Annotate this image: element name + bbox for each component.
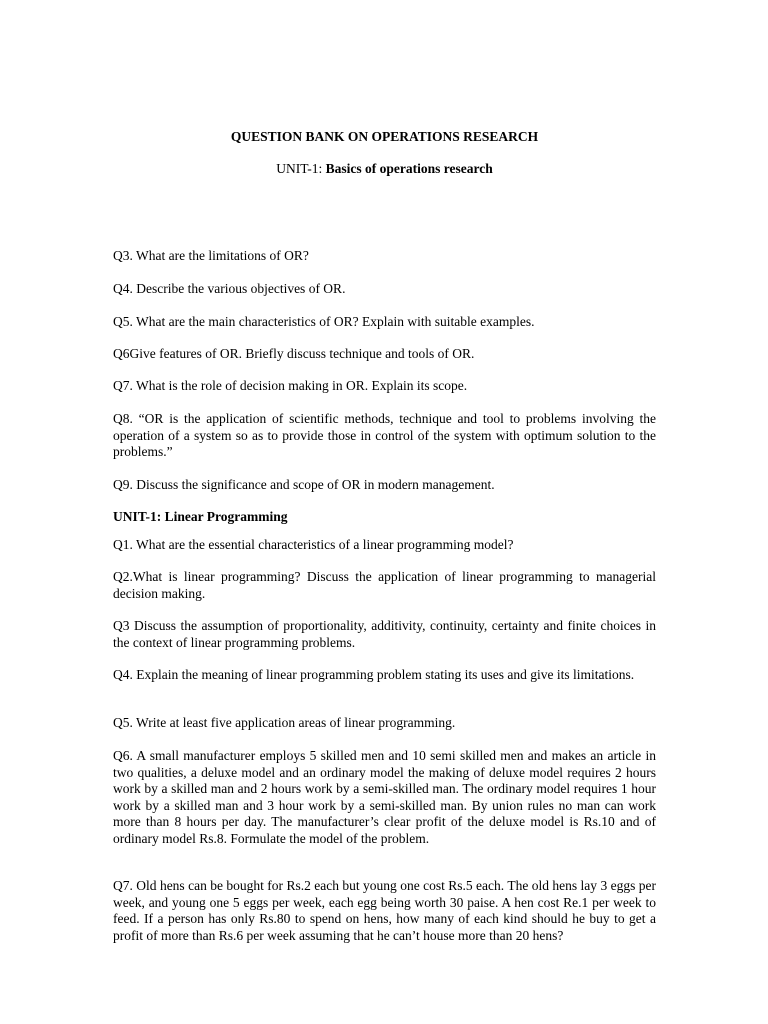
unit-name: Basics of operations research xyxy=(325,161,493,176)
question-item: Q3. What are the limitations of OR? xyxy=(113,248,309,263)
document-page xyxy=(113,0,656,1024)
question-item: Q8. “OR is the application of scientific methods, technique and tool to problems involving the operation of a system so as to provide those in control of the system with optimum solution to the problems.” xyxy=(113,411,656,459)
question-item: Q1. What are the essential characteristics of a linear programming model? xyxy=(113,537,514,552)
question-item: Q7. What is the role of decision making in OR. Explain its scope. xyxy=(113,378,468,393)
question-item: Q6Give features of OR. Briefly discuss technique and tools of OR. xyxy=(113,346,475,361)
question-item: Q7. Old hens can be bought for Rs.2 each but young one cost Rs.5 each. The old hens lay 3 eggs per week, and young one 5 eggs per week, each egg being worth 30 paise. A hen cost Re.1 per week to feed. If a person has only Rs.80 to spend on hens, how many of each kind should he buy to get a profit of more than Rs.6 per week assuming that he can’t house more than 20 hens? xyxy=(113,878,656,943)
question-item: Q3 Discuss the assumption of proportionality, additivity, continuity, certainty and finite choices in the context of linear programming problems. xyxy=(113,618,656,650)
unit-subtitle xyxy=(113,161,656,178)
section-heading: UNIT-1: Linear Programming xyxy=(113,509,288,524)
question-item: Q9. Discuss the significance and scope of OR in modern management. xyxy=(113,477,495,492)
question-item: Q5. Write at least five application areas of linear programming. xyxy=(113,715,456,730)
question-item: Q2.What is linear programming? Discuss the application of linear programming to managerial decision making. xyxy=(113,569,656,601)
unit-prefix: UNIT-1: xyxy=(276,161,326,176)
question-item: Q4. Describe the various objectives of OR. xyxy=(113,281,346,296)
question-item: Q5. What are the main characteristics of OR? Explain with suitable examples. xyxy=(113,314,535,329)
question-item: Q6. A small manufacturer employs 5 skilled men and 10 semi skilled men and makes an article in two qualities, a deluxe model and an ordinary model the making of deluxe model requires 2 hours work by a skilled man and 2 hours work by a semi-skilled man. The ordinary model requires 1 hour work by a skilled man and 3 hour work by a semi-skilled man. By union rules no man can work more than 8 hours per day. The manufacturer’s clear profit of the deluxe model is Rs.10 and of ordinary model Rs.8. Formulate the model of the problem. xyxy=(113,748,656,846)
document-title: QUESTION BANK ON OPERATIONS RESEARCH xyxy=(230,129,539,144)
question-item: Q4. Explain the meaning of linear programming problem stating its uses and give its limitations. xyxy=(113,667,635,682)
